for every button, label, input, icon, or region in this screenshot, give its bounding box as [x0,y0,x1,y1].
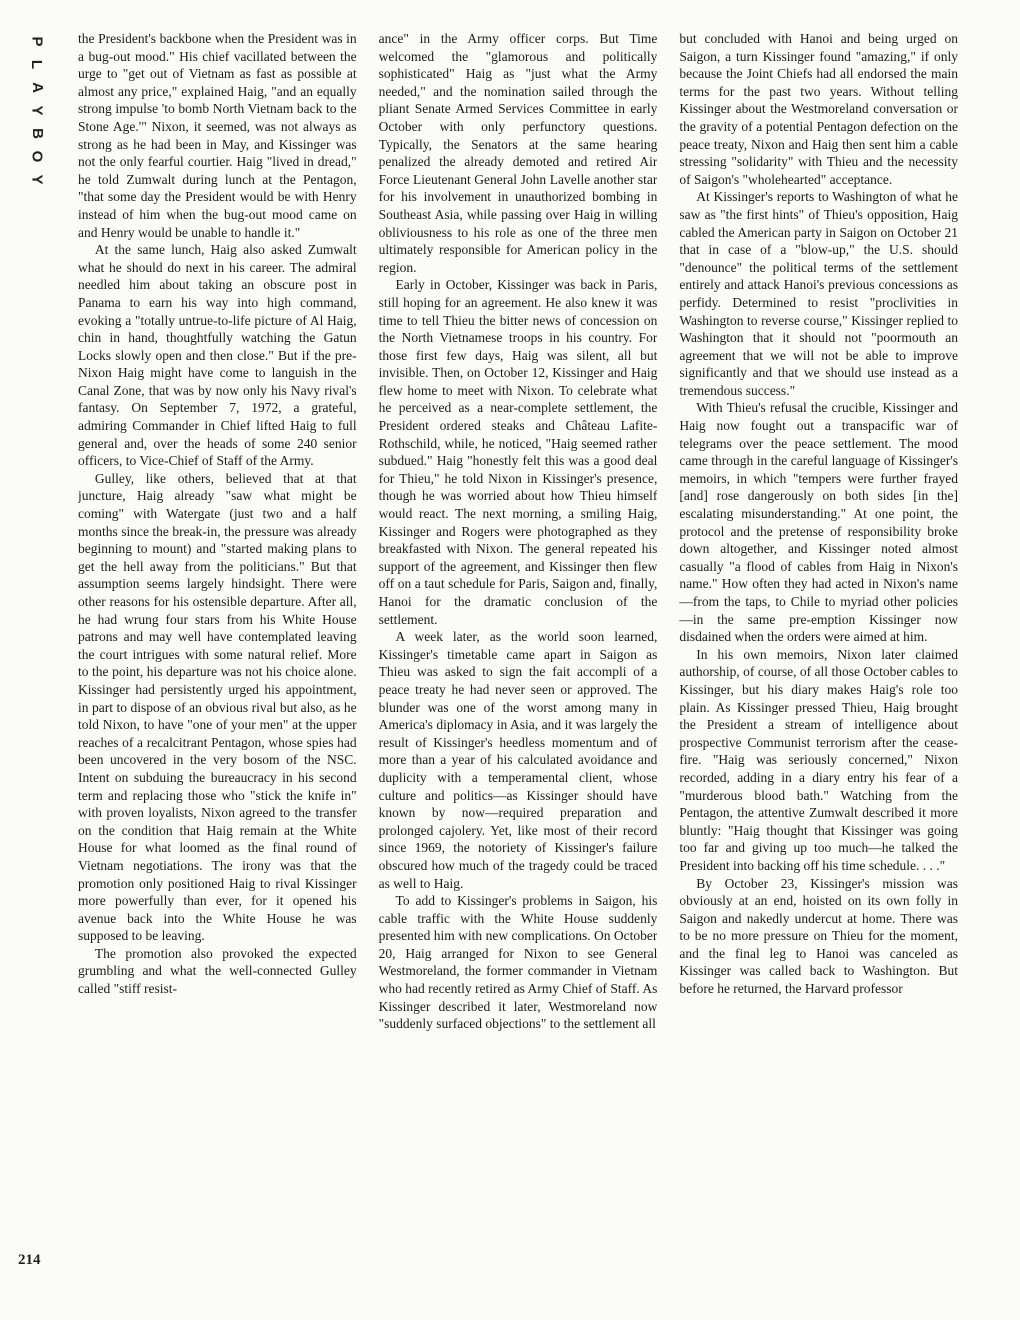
paragraph: By October 23, Kissinger's mission was obviously at an end, hoisted on its own folly in Saigon and nakedly undercut at home. There was to be no more pressure on Thieu for the moment, and the final leg to Hanoi was canceled as Kissinger was called back to Washington. But before he returned, the Harvard professor [679,875,959,997]
paragraph: At the same lunch, Haig also asked Zumwalt what he should do next in his career. The admiral needled him about taking an obscure post in Panama to earn his way into high command, evoking a "totally untrue-to-life picture of Al Haig, chin in hand, thoughtfully watching the Gatun Locks slowly open and then close." But if the pre-Nixon Haig might have come to languish in the Canal Zone, that was by now only his Navy rival's fantasy. On September 7, 1972, a grateful, admiring Commander in Chief lifted Haig to full general and, over the heads of some 240 senior officers, to Vice-Chief of Staff of the Army. [78,242,357,469]
text-column-1 [78,30,357,1270]
paragraph: Gulley, like others, believed that at that juncture, Haig already "saw what might be coming" with Watergate (just two and a half months since the break-in, the pressure was already beginning to mount) and "started making plans to get the hell away from the politicians." But that assumption seems largely hindsight. There were other reasons for his ostensible departure. After all, he had wrung four stars from his White House patrons and may well have contemplated leaving the court intrigues with some natural relief. More to the point, his departure was not his choice alone. Kissinger had persistently urged his appointment, in part to dispose of an obvious rival but also, as he told Nixon, to have "one of your men" at the upper reaches of a recalcitrant Pentagon, whose spies had been uncovered in the very bosom of the NSC. Intent on subduing the bureaucracy in his second term and replacing those who "stick the knife in" with proven loyalists, Nixon agreed to the transfer on the condition that Haig remain at the White House for what loomed as the final round of Vietnam negotiations. The irony was that the promotion only positioned Haig to rival Kissinger more powerfully than ever, for it opened his avenue back into the White House he was supposed to be leaving. [78,470,357,944]
text-column-2 [379,30,658,1270]
masthead-letter: Y [28,105,46,116]
masthead-letter: L [28,59,46,70]
paragraph: A week later, as the world soon learned, Kissinger's timetable came apart in Saigon as Thieu was asked to sign the fait accompli of a peace treaty he had never seen or approved. The blunder was one of the worst among many in America's diplomacy in Asia, and it was largely the result of Kissinger's heedless momentum and of more than a year of his calculated avoidance and duplicity with a temperamental client, whose culture and politics—as Kissinger should have known by now—required preparation and prolonged cajolery. Yet, like most of their record since 1969, the notoriety of Kissinger's failure obscured how much of the tragedy could be traced as well to Haig. [378,629,658,891]
article-body [78,30,958,1270]
paragraph: ance" in the Army officer corps. But Time welcomed the "glamorous and politically sophisticated" Haig as "just what the Army needed," and the nomination sailed through the pliant Senate Armed Services Committee in early October with only perfunctory questions. Typically, the Senators at the same hearing penalized the already demoted and retired Air Force Lieutenant General John Lavelle another star for his involvement in unauthorized bombing in Southeast Asia, while passing over Haig in willing obliviousness to his role as one of the three men ultimately responsible for American policy in the region. [378,31,658,275]
masthead-letter: B [28,128,46,139]
text-column-3 [679,30,958,1270]
page-number: 214 [18,1252,41,1268]
paragraph: With Thieu's refusal the crucible, Kissinger and Haig now fought out a transpacific war of telegrams over the peace settlement. The mood came through in the careful language of Kissinger's memoirs, in which "tempers were further frayed [and] rose dangerously on both sides [in the] escalating misunderstanding." At one point, the protocol and the pretense of responsibility broke down altogether, and Kissinger noted almost casually "a flood of cables from Haig in Nixon's name." How often they had acted in Nixon's name—from the taps, to Chile to myriad other policies—in the same pre-emption Kissinger now disdained when the orders were aimed at him. [679,400,959,645]
paragraph: In his own memoirs, Nixon later claimed authorship, of course, of all those October cables to Kissinger, but his diary makes Haig's role too plain. As Kissinger pressed Thieu, Haig brought the President a stream of intelligence about prospective Communist terrorism after the cease-fire. "Haig was seriously concerned," Nixon recorded, adding in a diary entry his fear of a "murderous blood bath." Watching from the Pentagon, the attentive Zumwalt described it more bluntly: "Haig thought that Kissinger was going too far and giving up too much—he talked the President into backing off his time schedule. . . ." [679,646,959,873]
masthead-letter: A [28,82,46,93]
paragraph: At Kissinger's reports to Washington of what he saw as "the first hints" of Thieu's opposition, Haig cabled the American party in Saigon on October 21 that in case of a "blow-up," the U.S. should "denounce" the political terms of the settlement entirely and attack Hanoi's previous concessions as perfidy. Determined to resist "proclivities in Washington to reverse course," Kissinger replied to Washington that it should not "poormouth an agreement that we will not be able to improve significantly and that we should use instead as a tremendous success." [679,189,959,398]
paragraph: the President's backbone when the President was in a bug-out mood." His chief vacillated between the urge to "get out of Vietnam as fast as possible at almost any price," explained Haig, "and an equally strong impulse 'to bomb North Vietnam back to the Stone Age.'" Nixon, it seemed, was not always as strong as he had been in May, and Kissinger was not the only fearful courtier. Haig "lived in dread," he told Zumwalt during lunch at the Pentagon, "that some day the President would be with Henry instead of him when the bug-out mood came on and Henry would be unable to handle it." [78,31,357,240]
magazine-masthead [22,30,52,191]
masthead-letter: P [28,36,46,47]
paragraph: Early in October, Kissinger was back in Paris, still hoping for an agreement. He also knew it was time to tell Thieu the bitter news of concession on the North Vietnamese troops in his country. For those first few days, Haig was silent, all but invisible. Then, on October 12, Kissinger and Haig flew home to meet with Nixon. To celebrate what he perceived as a near-complete settlement, the President ordered steaks and Château Lafite-Rothschild, while, he noticed, "Haig seemed rather subdued." Haig "honestly felt this was a good deal for Thieu," he told Nixon in Kissinger's presence, though he was worried about how Thieu himself would react. The next morning, a smiling Haig, Kissinger and Rogers were photographed as they breakfasted with Nixon. The general repeated his support of the agreement, and Kissinger then flew off on a taut schedule for Paris, Saigon and, finally, Hanoi for the dramatic conclusion of the settlement. [378,277,658,627]
masthead-letter: Y [28,174,46,185]
paragraph: The promotion also provoked the expected grumbling and what the well-connected Gulley called "stiff resist- [78,945,357,997]
paragraph: To add to Kissinger's problems in Saigon, his cable traffic with the White House suddenly presented him with new complications. On October 20, Haig arranged for Nixon to see General Westmoreland, the former commander in Vietnam who had recently retired as Army Chief of Staff. As Kissinger described it later, Westmoreland now "suddenly surfaced objections" to the settlement all [378,893,658,1032]
paragraph: but concluded with Hanoi and being urged on Saigon, a turn Kissinger found "amazing," if only because the Joint Chiefs had all endorsed the main terms for the past two years. Without telling Kissinger about the Westmoreland conversation or the gravity of a potential Pentagon defection on the peace treaty, Nixon and Haig then sent him a cable stressing "solidarity" with Thieu and the necessity of Saigon's "wholehearted" acceptance. [679,31,959,187]
masthead-letter: O [28,150,46,163]
